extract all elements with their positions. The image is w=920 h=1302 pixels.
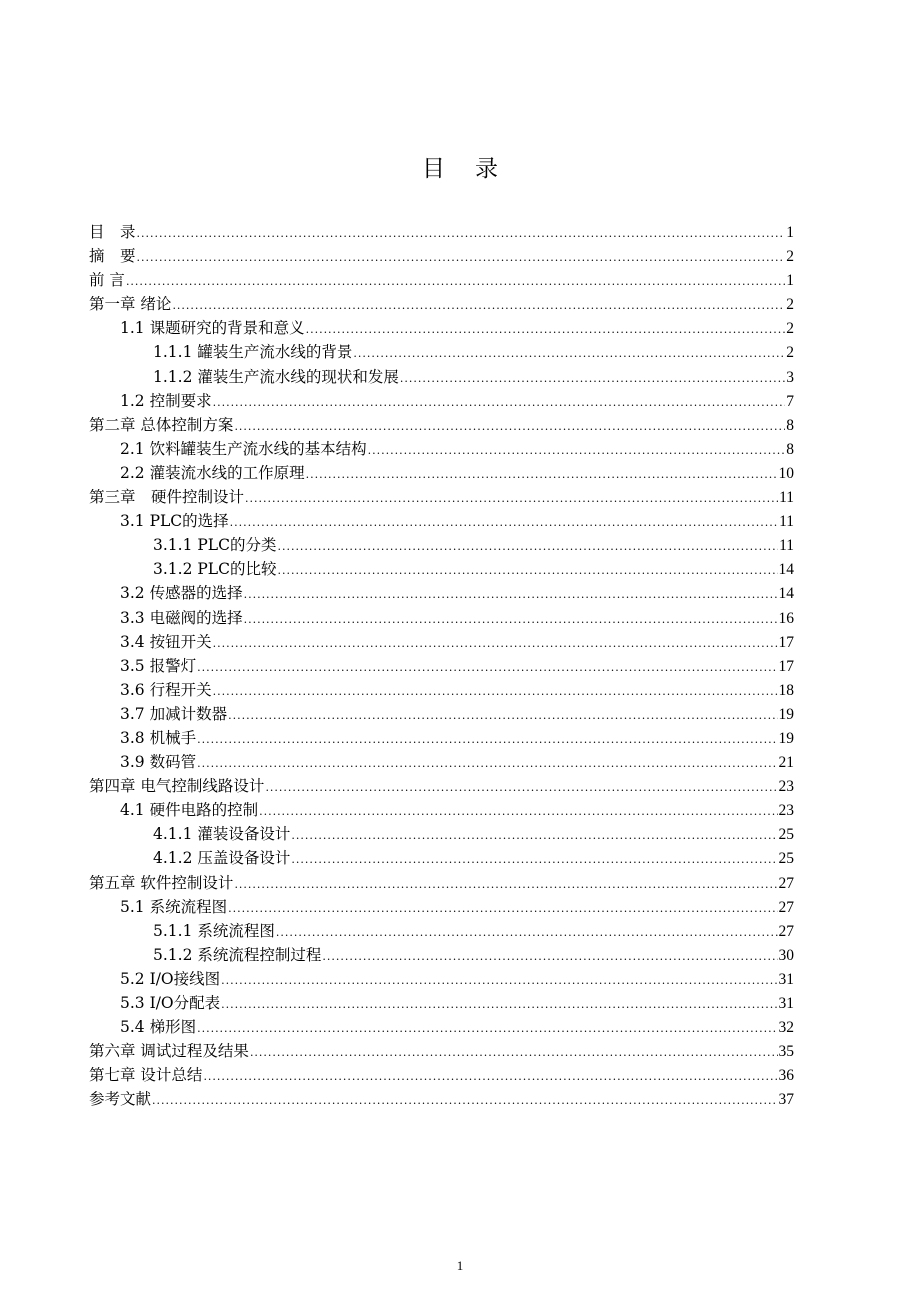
- toc-entry-page: 17: [778, 633, 794, 651]
- toc-entry-label: 1.1.1 罐装生产流水线的背景: [153, 343, 353, 362]
- toc-leader-dots: [244, 583, 778, 607]
- toc-entry-page: 10: [778, 464, 794, 482]
- toc-leader-dots: [265, 776, 777, 800]
- toc-leader-dots: [306, 463, 778, 487]
- toc-entry-label: 3.5 报警灯: [120, 656, 197, 675]
- toc-leader-dots: [228, 704, 777, 728]
- toc-entry-label: 5.2 I/O接线图: [120, 969, 221, 988]
- toc-entry-label: 5.1 系统流程图: [120, 897, 228, 916]
- toc-entry[interactable]: [89, 991, 794, 1015]
- page-number: 1: [456, 1258, 464, 1273]
- toc-leader-dots: [244, 608, 778, 632]
- toc-leader-dots: [277, 559, 777, 583]
- toc-entry[interactable]: [89, 871, 794, 895]
- toc-entry-page: 37: [778, 1091, 794, 1109]
- toc-entry-label: 摘 要: [89, 247, 136, 266]
- toc-entry-page: 1: [786, 224, 794, 241]
- toc-entry[interactable]: [89, 1063, 794, 1087]
- toc-entry[interactable]: [89, 798, 794, 822]
- toc-leader-dots: [197, 728, 777, 752]
- toc-entry-label: 1.1.2 灌装生产流水线的现状和发展: [153, 367, 399, 386]
- toc-entry-label: 2.1 饮料罐装生产流水线的基本结构: [120, 439, 367, 458]
- toc-entry-page: 19: [778, 705, 794, 723]
- toc-leader-dots: [250, 1041, 778, 1065]
- toc-entry[interactable]: [89, 606, 794, 630]
- toc-entry[interactable]: [89, 846, 794, 870]
- toc-entry-label: 第三章 硬件控制设计: [89, 488, 245, 507]
- toc-leader-dots: [234, 873, 777, 897]
- toc-entry-label: 3.1.1 PLC的分类: [153, 536, 277, 555]
- toc-entry-label: 第五章 软件控制设计: [89, 873, 234, 892]
- toc-entry-label: 前 言: [89, 271, 125, 290]
- toc-entry-label: 1.2 控制要求: [120, 391, 212, 410]
- toc-entry-page: 35: [778, 1043, 794, 1061]
- toc-entry-label: 3.4 按钮开关: [120, 632, 212, 651]
- toc-entry[interactable]: [89, 581, 794, 605]
- toc-leader-dots: [213, 391, 786, 415]
- toc-leader-dots: [245, 487, 778, 511]
- toc-entry-page: 27: [778, 922, 794, 940]
- toc-entry[interactable]: [89, 895, 794, 919]
- toc-entry-page: 14: [778, 585, 794, 603]
- toc-entry[interactable]: [89, 533, 794, 557]
- toc-entry[interactable]: [89, 1087, 794, 1111]
- toc-entry-page: 25: [778, 850, 794, 868]
- toc-entry-page: 11: [779, 513, 794, 531]
- toc-entry-label: 4.1 硬件电路的控制: [120, 801, 259, 820]
- toc-entry-page: 2: [786, 248, 794, 266]
- toc-entry-page: 7: [786, 392, 794, 410]
- toc-entry[interactable]: [89, 485, 794, 509]
- toc-entry-page: 19: [778, 729, 794, 747]
- toc-entry-page: 31: [778, 970, 794, 988]
- toc-leader-dots: [277, 535, 778, 559]
- toc-entry-label: 3.3 电磁阀的选择: [120, 608, 243, 627]
- toc-leader-dots: [400, 367, 785, 391]
- toc-entry-label: 第七章 设计总结: [89, 1066, 203, 1085]
- toc-entry[interactable]: [89, 822, 794, 846]
- toc-entry-label: 5.1.1 系统流程图: [153, 921, 275, 940]
- toc-entry[interactable]: [89, 365, 794, 389]
- toc-entry-label: 目 录: [89, 223, 136, 241]
- toc-entry[interactable]: [89, 630, 794, 654]
- toc-leader-dots: [172, 294, 785, 318]
- toc-entry-label: 1.1 课题研究的背景和意义: [120, 319, 305, 338]
- toc-entry[interactable]: [89, 750, 794, 774]
- title-left-char: 目: [422, 156, 445, 182]
- toc-entry-label: 3.9 数码管: [120, 753, 197, 772]
- toc-leader-dots: [152, 1089, 777, 1113]
- toc-entry[interactable]: [89, 967, 794, 991]
- toc-entry[interactable]: [89, 389, 794, 413]
- toc-entry-label: 3.8 机械手: [120, 728, 197, 747]
- toc-leader-dots: [259, 800, 777, 824]
- toc-entry-page: 25: [778, 826, 794, 844]
- toc-leader-dots: [306, 318, 786, 342]
- toc-entry-page: 2: [786, 344, 794, 362]
- toc-leader-dots: [197, 1017, 777, 1041]
- toc-entry-label: 3.2 传感器的选择: [120, 584, 243, 603]
- toc-entry-label: 第一章 绪论: [89, 295, 172, 314]
- toc-leader-dots: [221, 993, 777, 1017]
- toc-leader-dots: [221, 969, 777, 993]
- toc-entry[interactable]: [89, 413, 794, 437]
- toc-leader-dots: [228, 897, 777, 921]
- toc-entry-page: 32: [778, 1019, 794, 1037]
- toc-entry-page: 23: [778, 802, 794, 820]
- toc-entry[interactable]: [89, 702, 794, 726]
- toc-entry-page: 14: [778, 561, 794, 579]
- toc-entry[interactable]: [89, 557, 794, 581]
- toc-leader-dots: [126, 270, 785, 294]
- toc-entry-label: 第四章 电气控制线路设计: [89, 777, 265, 796]
- toc-leader-dots: [291, 824, 777, 848]
- toc-entry-page: 3: [786, 368, 794, 386]
- title-right-char: 录: [475, 156, 498, 182]
- toc-leader-dots: [197, 752, 777, 776]
- toc-entry-page: 1: [786, 272, 794, 290]
- toc-entry[interactable]: [89, 244, 794, 268]
- toc-entry[interactable]: [89, 654, 794, 678]
- toc-entry[interactable]: [89, 919, 794, 943]
- toc-entry-page: 11: [779, 537, 794, 555]
- toc-entry-page: 2: [786, 320, 794, 338]
- toc-entry-page: 8: [786, 416, 794, 434]
- toc-entry-label: 5.1.2 系统流程控制过程: [153, 945, 322, 964]
- toc-entry-page: 21: [778, 754, 794, 772]
- toc-leader-dots: [230, 511, 778, 535]
- toc-entry[interactable]: [89, 220, 794, 244]
- toc-leader-dots: [137, 246, 786, 270]
- toc-leader-dots: [197, 656, 777, 680]
- toc-entry-label: 3.1 PLC的选择: [120, 512, 229, 531]
- toc-entry[interactable]: [89, 1015, 794, 1039]
- toc-entry-label: 5.4 梯形图: [120, 1018, 197, 1037]
- toc-leader-dots: [203, 1065, 777, 1089]
- table-of-contents: [89, 220, 794, 1111]
- toc-entry[interactable]: [89, 726, 794, 750]
- toc-entry[interactable]: [89, 316, 794, 340]
- toc-entry-page: 11: [779, 489, 794, 507]
- toc-entry-label: 4.1.2 压盖设备设计: [153, 849, 291, 868]
- page-title: [0, 150, 920, 183]
- toc-leader-dots: [291, 848, 777, 872]
- toc-entry-label: 3.7 加减计数器: [120, 704, 228, 723]
- toc-entry-page: 31: [778, 995, 794, 1012]
- toc-entry-page: 27: [778, 874, 794, 892]
- toc-entry-page: 36: [778, 1067, 794, 1085]
- toc-entry-page: 30: [778, 946, 794, 964]
- toc-entry[interactable]: [89, 774, 794, 798]
- toc-leader-dots: [368, 439, 786, 463]
- toc-entry[interactable]: [89, 340, 794, 364]
- toc-entry[interactable]: [89, 461, 794, 485]
- toc-entry-page: 27: [778, 898, 794, 916]
- toc-entry-page: 23: [778, 778, 794, 796]
- toc-leader-dots: [137, 222, 786, 246]
- toc-entry-label: 3.1.2 PLC的比较: [153, 560, 277, 579]
- toc-leader-dots: [234, 415, 785, 439]
- toc-entry[interactable]: [89, 1039, 794, 1063]
- toc-entry-label: 2.2 灌装流水线的工作原理: [120, 463, 305, 482]
- toc-entry-label: 5.3 I/O分配表: [120, 994, 221, 1012]
- toc-entry-page: 8: [786, 440, 794, 458]
- toc-entry[interactable]: [89, 943, 794, 967]
- toc-leader-dots: [213, 680, 778, 704]
- toc-entry[interactable]: [89, 678, 794, 702]
- toc-entry-page: 16: [778, 609, 794, 627]
- toc-entry-page: 18: [778, 681, 794, 699]
- toc-leader-dots: [276, 921, 778, 945]
- toc-entry-page: 17: [778, 657, 794, 675]
- toc-leader-dots: [213, 632, 778, 656]
- toc-entry[interactable]: [89, 509, 794, 533]
- toc-entry-label: 第二章 总体控制方案: [89, 415, 234, 434]
- toc-entry[interactable]: [89, 292, 794, 316]
- toc-entry-label: 3.6 行程开关: [120, 680, 212, 699]
- toc-entry[interactable]: [89, 268, 794, 292]
- toc-entry-page: 2: [786, 296, 794, 314]
- toc-entry[interactable]: [89, 437, 794, 461]
- toc-leader-dots: [322, 945, 777, 969]
- toc-entry-label: 4.1.1 灌装设备设计: [153, 825, 291, 844]
- toc-entry-label: 参考文献: [89, 1090, 152, 1109]
- toc-entry-label: 第六章 调试过程及结果: [89, 1042, 249, 1061]
- toc-leader-dots: [353, 342, 785, 366]
